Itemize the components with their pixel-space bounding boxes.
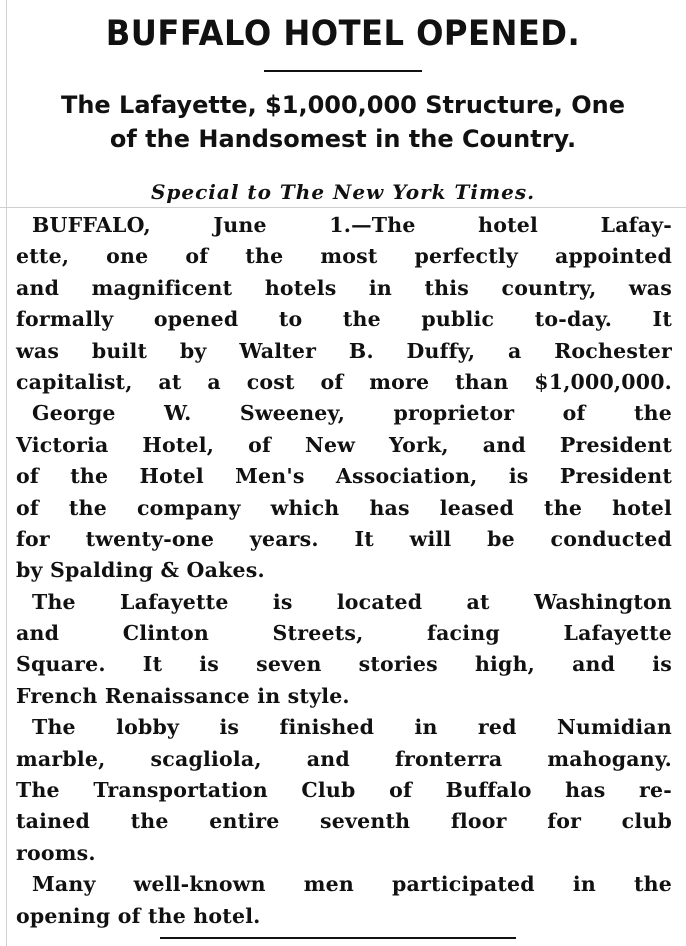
body-line: The lobby is finished in red Numidian — [32, 715, 672, 740]
article-body — [16, 210, 672, 932]
body-line: and magnificent hotels in this country, was — [16, 275, 672, 300]
body-line: ette, one of the most perfectly appointed — [16, 244, 672, 269]
body-line: capitalist, at a cost of more than $1,000,000. — [16, 369, 672, 394]
body-line: of the Hotel Men's Association, is President — [16, 464, 672, 489]
body-line: rooms. — [16, 840, 96, 865]
body-line: marble, scagliola, and fronterra mahogany. — [16, 746, 672, 771]
headline: BUFFALO HOTEL OPENED. — [105, 14, 581, 54]
body-line: Victoria Hotel, of New York, and President — [16, 432, 672, 457]
deck-line: of the Handsomest in the Country. — [109, 125, 577, 153]
body-line: of the company which has leased the hotel — [16, 495, 672, 520]
body-line: Square. It is seven stories high, and is — [16, 652, 672, 677]
body-line: was built by Walter B. Duffy, a Rochester — [16, 338, 672, 363]
deck-line: The Lafayette, $1,000,000 Structure, One — [60, 91, 626, 119]
body-line: Many well-known men participated in the — [32, 872, 672, 897]
body-line: for twenty-one years. It will be conducted — [16, 526, 672, 551]
end-rule — [160, 937, 516, 939]
body-line: The Transportation Club of Buffalo has re- — [16, 778, 672, 803]
headline-rule — [264, 70, 422, 72]
body-line: French Renaissance in style. — [16, 683, 350, 708]
deck — [0, 88, 686, 156]
body-line: by Spalding & Oakes. — [16, 558, 265, 583]
body-line: BUFFALO, June 1.—The hotel Lafay- — [32, 213, 672, 237]
body-line: formally opened to the public to-day. It — [16, 307, 672, 332]
body-line: George W. Sweeney, proprietor of the — [32, 401, 672, 426]
body-line: tained the entire seventh floor for club — [16, 809, 672, 834]
credit-line: Special to The New York Times. — [150, 180, 536, 204]
body-line: The Lafayette is located at Washington — [32, 589, 672, 614]
body-line: opening of the hotel. — [16, 903, 261, 928]
credit-rule — [0, 207, 686, 208]
body-line: and Clinton Streets, facing Lafayette — [16, 621, 672, 646]
